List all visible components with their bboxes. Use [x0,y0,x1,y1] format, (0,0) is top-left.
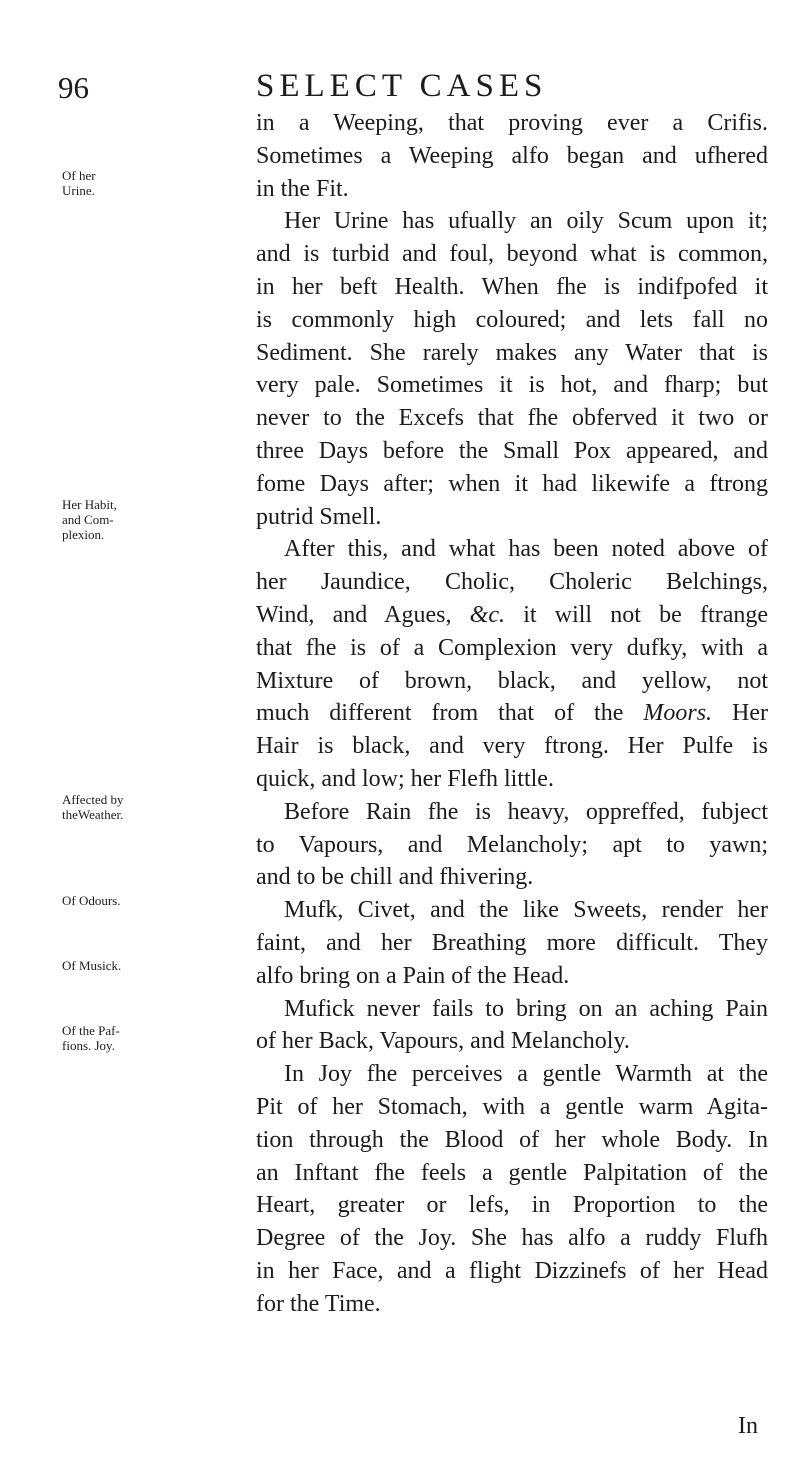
margin-note-habit [62,497,170,542]
text-line: for the Time. [256,1290,381,1317]
margin-note-line: Her Habit, [62,497,117,512]
text-line: and is turbid and foul, beyond what is common, [256,241,768,268]
text-line: Her Urine has ufually an oily Scum upon it; [284,208,768,235]
text-line: tion through the Blood of her whole Body. In [256,1126,768,1153]
text-line: faint, and her Breathing more difficult. They [256,929,768,956]
text-line: In Joy fhe perceives a gentle Warmth at the [284,1061,768,1088]
text-line: Mixture of brown, black, and yellow, not [256,667,768,694]
text-line: Heart, greater or lefs, in Proportion to the [256,1192,768,1219]
moors-word: Moors. [643,700,713,727]
catchword: In [738,1413,758,1439]
text-line: putrid Smell. [256,503,382,530]
margin-note-line: Of Odours. [62,893,121,908]
page-number: 96 [58,70,89,105]
text-line: very pale. Sometimes it is hot, and fharp; but [256,372,768,399]
text-line: Mufick never fails to bring on an aching Pain [284,995,768,1022]
text-line [256,599,768,632]
text-line: After this, and what has been noted above of [284,536,768,563]
text-line [256,697,768,730]
text-line: alfo bring on a Pain of the Head. [256,962,570,989]
text-line: Hair is black, and very ftrong. Her Pulfe is [256,733,768,760]
margin-note-line: Of the Paf- [62,1023,120,1038]
margin-note-weather [62,792,170,822]
text-line: in the Fit. [256,175,349,202]
text-line: Sediment. She rarely makes any Water that is [256,339,768,366]
margin-note-line: Urine. [62,183,95,198]
text-line: in her Face, and a flight Dizzinefs of her Head [256,1257,768,1284]
body-text [256,107,768,1320]
running-title: SELECT CASES [256,68,548,104]
margin-note-line: Affected by [62,792,124,807]
text-line: three Days before the Small Pox appeared, and [256,437,768,464]
text-segment: much different from that of the [256,700,624,727]
text-line: her Jaundice, Cholic, Choleric Belchings, [256,569,768,596]
text-line: in a Weeping, that proving ever a Crifis. [256,110,768,136]
text-line: never to the Excefs that fhe obferved it two or [256,405,768,432]
text-line: an Inftant fhe feels a gentle Palpitation of the [256,1159,768,1186]
text-line: Mufk, Civet, and the like Sweets, render her [284,897,768,924]
text-line: in her beft Health. When fhe is indifpofed it [256,273,768,300]
text-line: and to be chill and fhivering. [256,864,534,891]
margin-note-passions [62,1023,170,1053]
text-segment: Her [732,700,768,727]
margin-note-line: and Com- [62,512,114,527]
text-line: that fhe is of a Complexion very dufky, with a [256,634,768,661]
text-line: Sometimes a Weeping alfo began and ufhered [256,142,768,169]
etc-abbreviation: &c. [469,601,505,628]
margin-note-line: fions. Joy. [62,1038,115,1053]
text-segment: Wind, and Agues, [256,601,452,628]
margin-note-line: plexion. [62,527,105,542]
text-line: quick, and low; her Flefh little. [256,765,554,792]
text-line: fome Days after; when it had likewife a ftrong [256,470,768,497]
margin-note-odours [62,893,170,908]
margin-note-musick [62,958,170,973]
margin-note-line: Of her [62,168,96,183]
text-line: is commonly high coloured; and lets fall no [256,306,768,333]
text-line: Before Rain fhe is heavy, oppreffed, fubject [284,798,768,825]
margin-note-line: theWeather. [62,807,124,822]
text-line: of her Back, Vapours, and Melancholy. [256,1028,630,1055]
text-segment: it will not be ftrange [523,601,769,628]
margin-note-urine [62,168,170,198]
text-line: to Vapours, and Melancholy; apt to yawn; [256,831,768,858]
text-line: Pit of her Stomach, with a gentle warm Agita- [256,1093,768,1120]
text-line: Degree of the Joy. She has alfo a ruddy Flufh [256,1225,768,1252]
margin-note-line: Of Musick. [62,958,122,973]
